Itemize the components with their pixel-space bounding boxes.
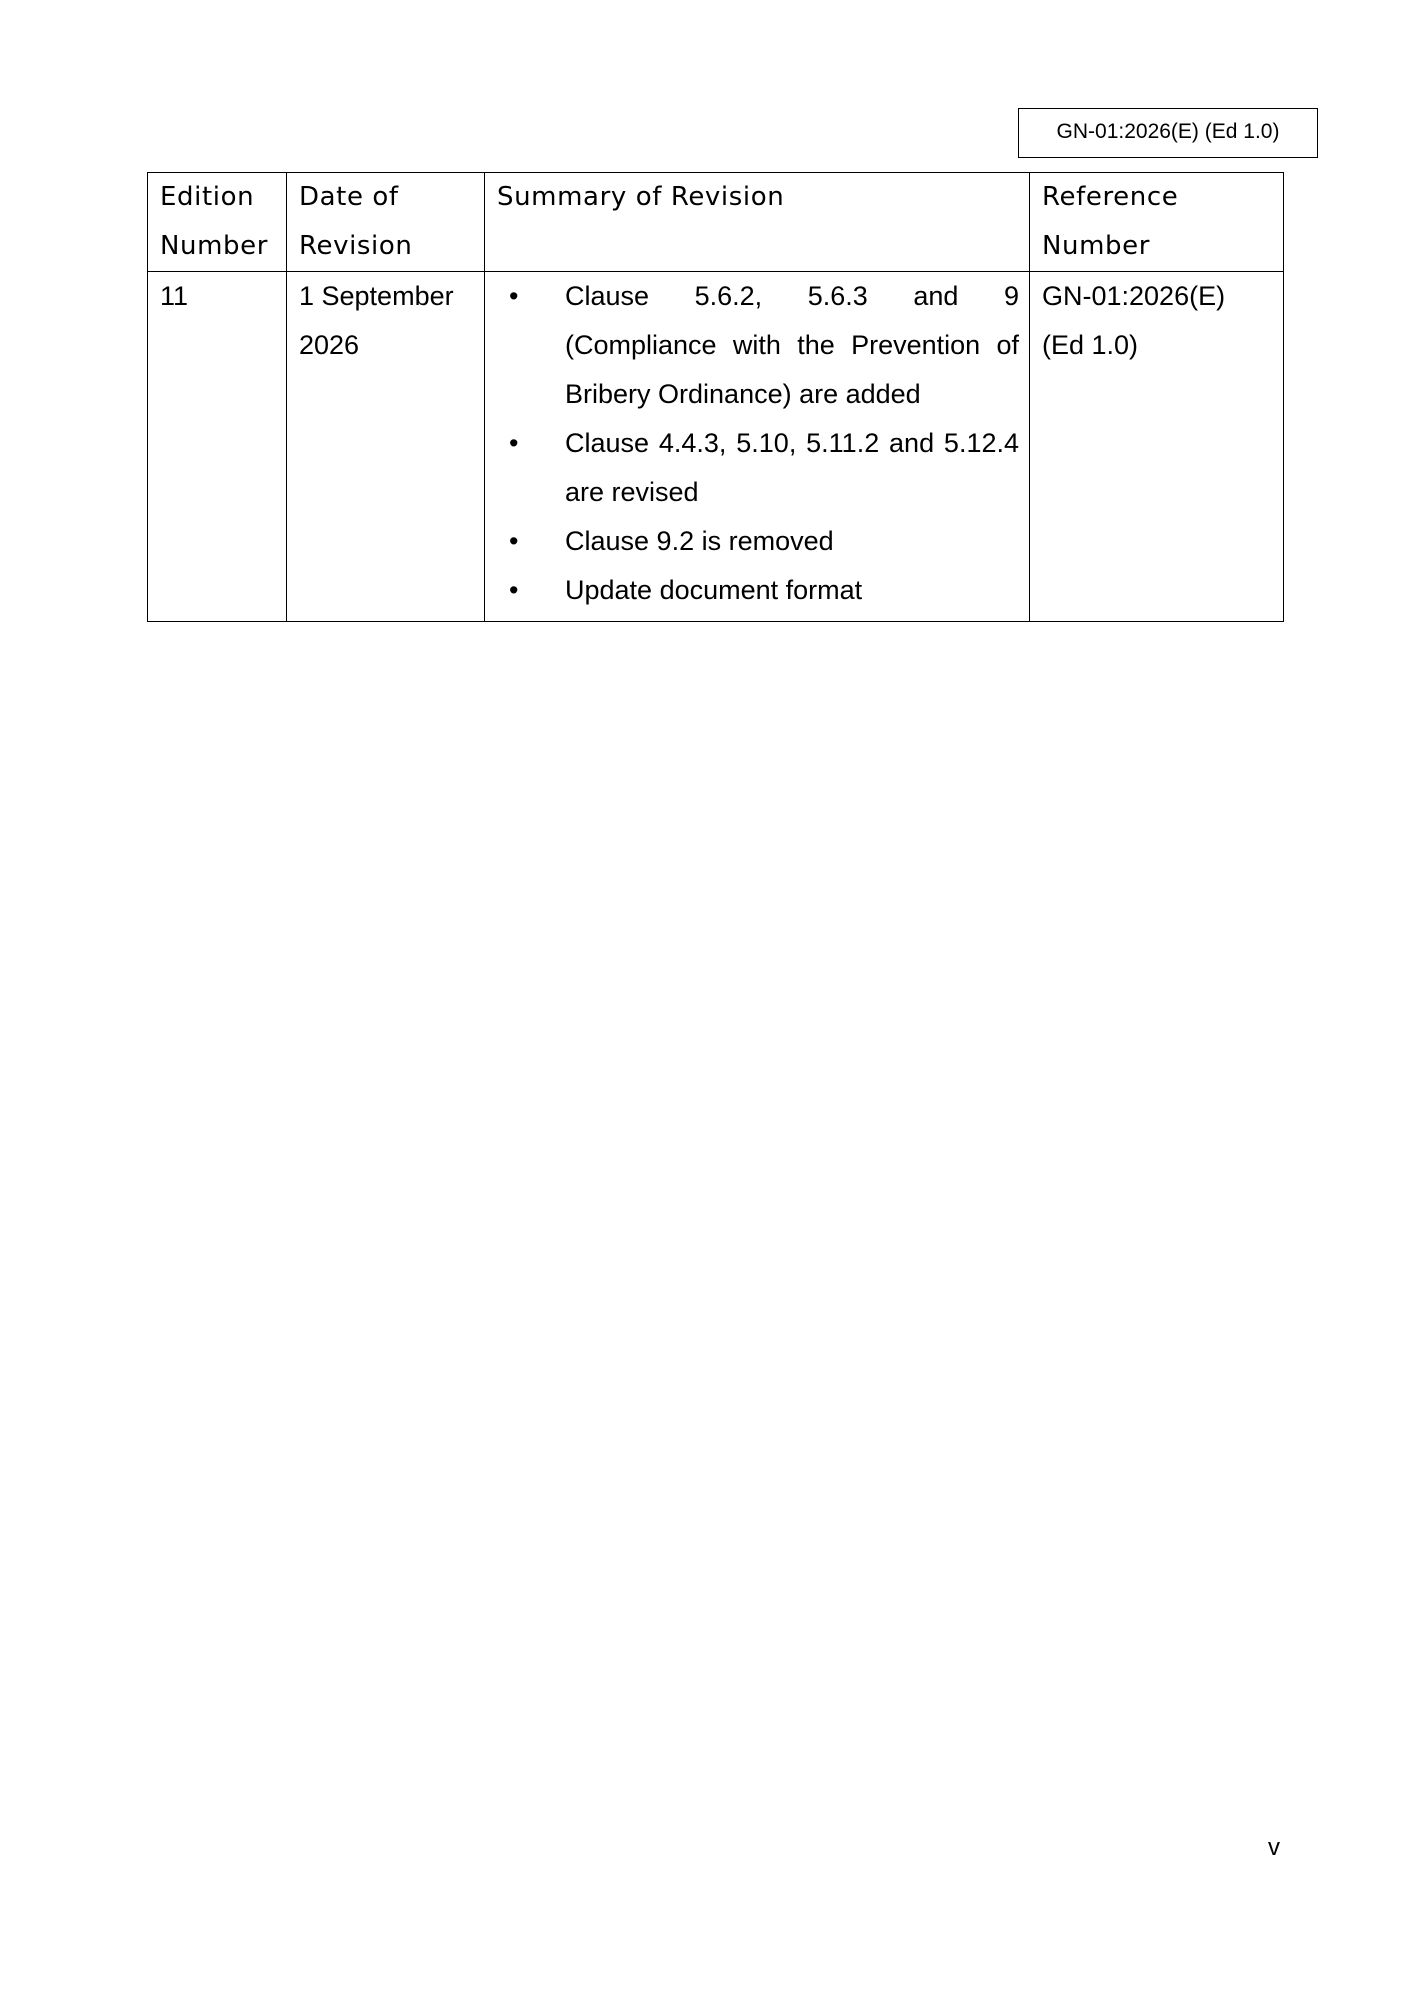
header-edition-number [148,173,287,272]
document-reference-box: GN-01:2026(E) (Ed 1.0) [1018,108,1318,158]
revision-history-table [147,172,1284,622]
bullet-icon: • [509,575,519,605]
header-summary-of-revision [485,173,1030,272]
cell-reference-number [1030,272,1284,622]
date-line2: 2026 [299,330,360,360]
summary-item-first-line: Clause 5.6.2, 5.6.3 and 9 [565,281,1019,311]
bullet-icon: • [509,526,519,556]
summary-item-text: Clause 4.4.3, 5.10, 5.11.2 and 5.12.4 are revised [565,428,1019,507]
reference-line1: GN-01:2026(E) [1042,281,1226,311]
header-reference-line2: Number [1042,231,1151,261]
header-reference-number [1030,173,1284,272]
header-summary-label: Summary of Revision [497,182,785,212]
table-row [148,272,1284,622]
cell-edition-number [148,272,287,622]
date-line1: 1 September [299,281,454,311]
cell-summary-of-revision [485,272,1030,622]
summary-item-text: (Compliance with the Prevention of Bribery Ordinance) are added [565,330,1019,409]
page-number: v [1268,1834,1280,1861]
summary-item-text: Clause 9.2 is removed [565,526,834,556]
header-date-line1: Date of [299,182,399,212]
edition-number-value: 11 [160,281,189,311]
reference-line2: (Ed 1.0) [1042,330,1139,360]
cell-date-of-revision [287,272,485,622]
summary-item [497,566,1019,615]
summary-list [497,272,1019,615]
summary-item [497,517,1019,566]
table-header-row [148,173,1284,272]
header-date-of-revision [287,173,485,272]
summary-item [497,272,1019,419]
bullet-icon: • [509,428,519,458]
header-reference-line1: Reference [1042,182,1179,212]
header-date-line2: Revision [299,231,413,261]
bullet-icon: • [509,281,519,311]
summary-item-text: Update document format [565,575,863,605]
header-edition-line2: Number [160,231,269,261]
header-edition-line1: Edition [160,182,255,212]
summary-item [497,419,1019,517]
